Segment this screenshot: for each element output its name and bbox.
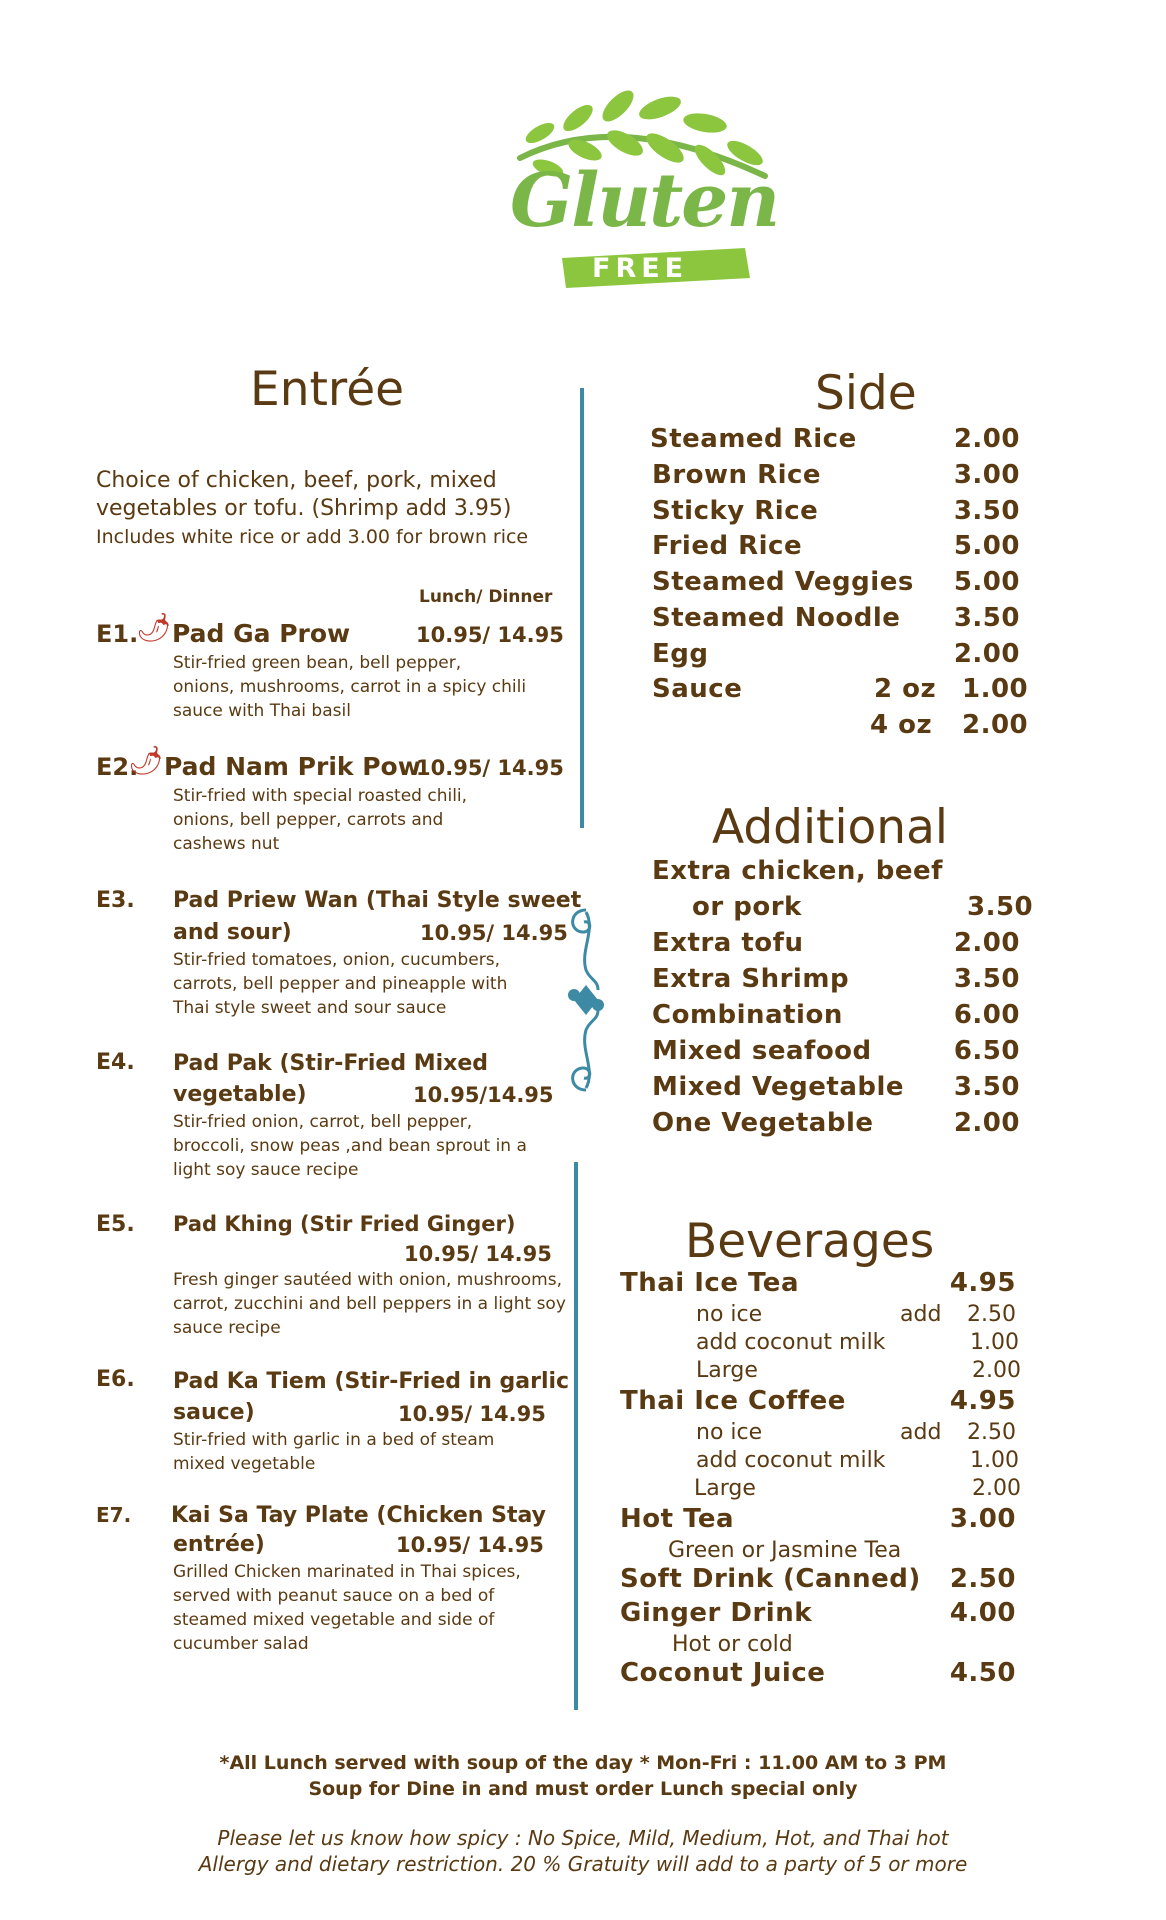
logo-word: Gluten	[510, 158, 779, 244]
beverage-option: add	[900, 1302, 942, 1327]
entree-desc: Grilled Chicken marinated in Thai spices, served with peanut sauce on a bed of steamed mixed vegetable and side of cucumber salad	[173, 1562, 521, 1654]
additional-heading: Additional	[712, 800, 948, 855]
sauce-price: 1.00	[962, 674, 1029, 704]
beverage-option-price: 1.00	[970, 1448, 1019, 1473]
beverage-item: Coconut Juice 4.50	[620, 1658, 1016, 1688]
beverage-item: Thai Ice Tea 4.95	[620, 1268, 1016, 1298]
side-item: Steamed Noodle 3.50	[652, 603, 1020, 633]
divider-bottom	[574, 1162, 578, 1710]
entree-desc: Fresh ginger sautéed with onion, mushrooms, carrot, zucchini and bell peppers in a light soy sauce recipe	[173, 1270, 566, 1338]
beverage-option-price: 2.50	[967, 1302, 1016, 1327]
entree-code: E3.	[96, 888, 135, 913]
entree-code: E1.	[96, 620, 139, 648]
side-item: Steamed Rice 2.00	[650, 424, 1020, 454]
entree-code: E7.	[96, 1503, 132, 1527]
logo-banner-text: FREE	[592, 253, 689, 284]
chili-icon: 🌶	[128, 744, 164, 777]
entree-price: 10.95/ 14.95	[416, 756, 564, 780]
additional-item: Combination 6.00	[652, 1000, 1020, 1030]
additional-item: One Vegetable 2.00	[652, 1108, 1020, 1138]
entree-desc: Stir-fried tomatoes, onion, cucumbers, carrots, bell pepper and pineapple with Thai style sweet and sour sauce	[173, 950, 508, 1018]
beverage-option-price: 2.00	[972, 1358, 1021, 1383]
footer-soup-note: Soup for Dine in and must order Lunch special only	[308, 1778, 858, 1800]
entree-code: E4.	[96, 1050, 135, 1075]
entree-heading: Entrée	[250, 362, 405, 417]
beverage-option: add coconut milk	[696, 1448, 886, 1473]
entree-name: Pad Pak (Stir-Fried Mixed	[173, 1051, 489, 1076]
beverage-option: add	[900, 1420, 942, 1445]
beverage-option: no ice	[696, 1420, 763, 1445]
entree-desc: Stir-fried onion, carrot, bell pepper, broccoli, snow peas ,and bean sprout in a light soy sauce recipe	[173, 1112, 527, 1180]
entree-desc: Stir-fried with garlic in a bed of steam mixed vegetable	[173, 1430, 495, 1474]
additional-item: Extra chicken, beef	[652, 856, 943, 886]
beverage-item: Hot Tea 3.00	[620, 1504, 1016, 1534]
side-heading: Side	[815, 366, 917, 421]
price-header: Lunch/ Dinner	[419, 587, 553, 607]
entree-intro-2: vegetables or tofu. (Shrimp add 3.95)	[96, 496, 512, 521]
footer-allergy-note: Allergy and dietary restriction. 20 % Gratuity will add to a party of 5 or more	[198, 1852, 968, 1876]
additional-item: Mixed seafood 6.50	[652, 1036, 1020, 1066]
entree-name: Pad Ka Tiem (Stir-Fried in garlic	[173, 1369, 570, 1394]
additional-item: Mixed Vegetable 3.50	[652, 1072, 1020, 1102]
beverage-option-price: 2.00	[972, 1476, 1021, 1501]
chili-icon: 🌶	[136, 611, 172, 644]
beverage-option-price: 1.00	[970, 1330, 1019, 1355]
divider-top	[580, 388, 584, 828]
beverage-option: Large	[696, 1358, 758, 1383]
entree-price: 10.95/ 14.95	[416, 623, 564, 647]
beverages-heading: Beverages	[685, 1214, 935, 1269]
additional-price: 3.50	[967, 892, 1034, 922]
side-item: Brown Rice 3.00	[652, 460, 1020, 490]
sauce-price: 2.00	[962, 710, 1029, 740]
entree-desc: Stir-fried with special roasted chili, onions, bell pepper, carrots and cashews nut	[173, 786, 468, 854]
side-item: Fried Rice 5.00	[652, 531, 1020, 561]
entree-price: 10.95/14.95	[413, 1083, 554, 1107]
entree-price: 10.95/ 14.95	[420, 921, 568, 945]
entree-name: entrée)	[173, 1532, 265, 1557]
additional-item: Extra Shrimp 3.50	[652, 964, 1020, 994]
entree-intro-3: Includes white rice or add 3.00 for brown rice	[96, 526, 529, 548]
side-item: Egg 2.00	[652, 639, 1020, 669]
additional-item: or pork	[692, 892, 802, 922]
entree-code: E2.	[96, 753, 139, 781]
side-item: Sticky Rice 3.50	[652, 496, 1020, 526]
entree-name: Pad Khing (Stir Fried Ginger)	[173, 1212, 516, 1236]
entree-intro-1: Choice of chicken, beef, pork, mixed	[96, 468, 497, 493]
entree-price: 10.95/ 14.95	[404, 1242, 552, 1266]
beverage-item: Thai Ice Coffee 4.95	[620, 1386, 1016, 1416]
entree-price: 10.95/ 14.95	[396, 1533, 544, 1557]
sauce-label: Sauce	[652, 674, 743, 704]
sauce-size: 4 oz	[870, 710, 933, 740]
entree-name: Pad Priew Wan (Thai Style sweet	[173, 888, 582, 913]
additional-item: Extra tofu 2.00	[652, 928, 1020, 958]
entree-code: E5.	[96, 1212, 135, 1237]
beverage-option: Green or Jasmine Tea	[668, 1538, 902, 1563]
entree-code: E6.	[96, 1367, 135, 1392]
entree-name: sauce)	[173, 1400, 255, 1425]
beverage-option: add coconut milk	[696, 1330, 886, 1355]
ornament-icon	[562, 900, 610, 1100]
beverage-option-price: 2.50	[967, 1420, 1016, 1445]
beverage-option: no ice	[696, 1302, 763, 1327]
beverages-list	[620, 1268, 1020, 1708]
footer-spicy-note: Please let us know how spicy : No Spice, Mild, Medium, Hot, and Thai hot	[217, 1826, 949, 1850]
beverage-item: Soft Drink (Canned) 2.50	[620, 1564, 1016, 1594]
entree-name: Pad Ga Prow	[172, 619, 351, 648]
entree-name: Kai Sa Tay Plate (Chicken Stay	[171, 1503, 546, 1528]
entree-desc: Stir-fried green bean, bell pepper, onions, mushrooms, carrot in a spicy chili sauce with Thai basil	[173, 653, 527, 721]
entree-name: and sour)	[173, 920, 292, 945]
beverage-item: Ginger Drink 4.00	[620, 1598, 1016, 1628]
entree-price: 10.95/ 14.95	[398, 1402, 546, 1426]
footer-lunch-note: *All Lunch served with soup of the day * Mon-Fri : 11.00 AM to 3 PM	[219, 1752, 947, 1774]
entree-name: vegetable)	[173, 1082, 307, 1107]
side-item: Steamed Veggies 5.00	[652, 567, 1020, 597]
entree-name: Pad Nam Prik Pow	[164, 752, 421, 781]
beverage-option: Hot or cold	[672, 1632, 793, 1657]
beverage-option: Large	[694, 1476, 756, 1501]
gluten-free-logo	[500, 88, 780, 303]
sauce-size: 2 oz	[874, 674, 937, 704]
